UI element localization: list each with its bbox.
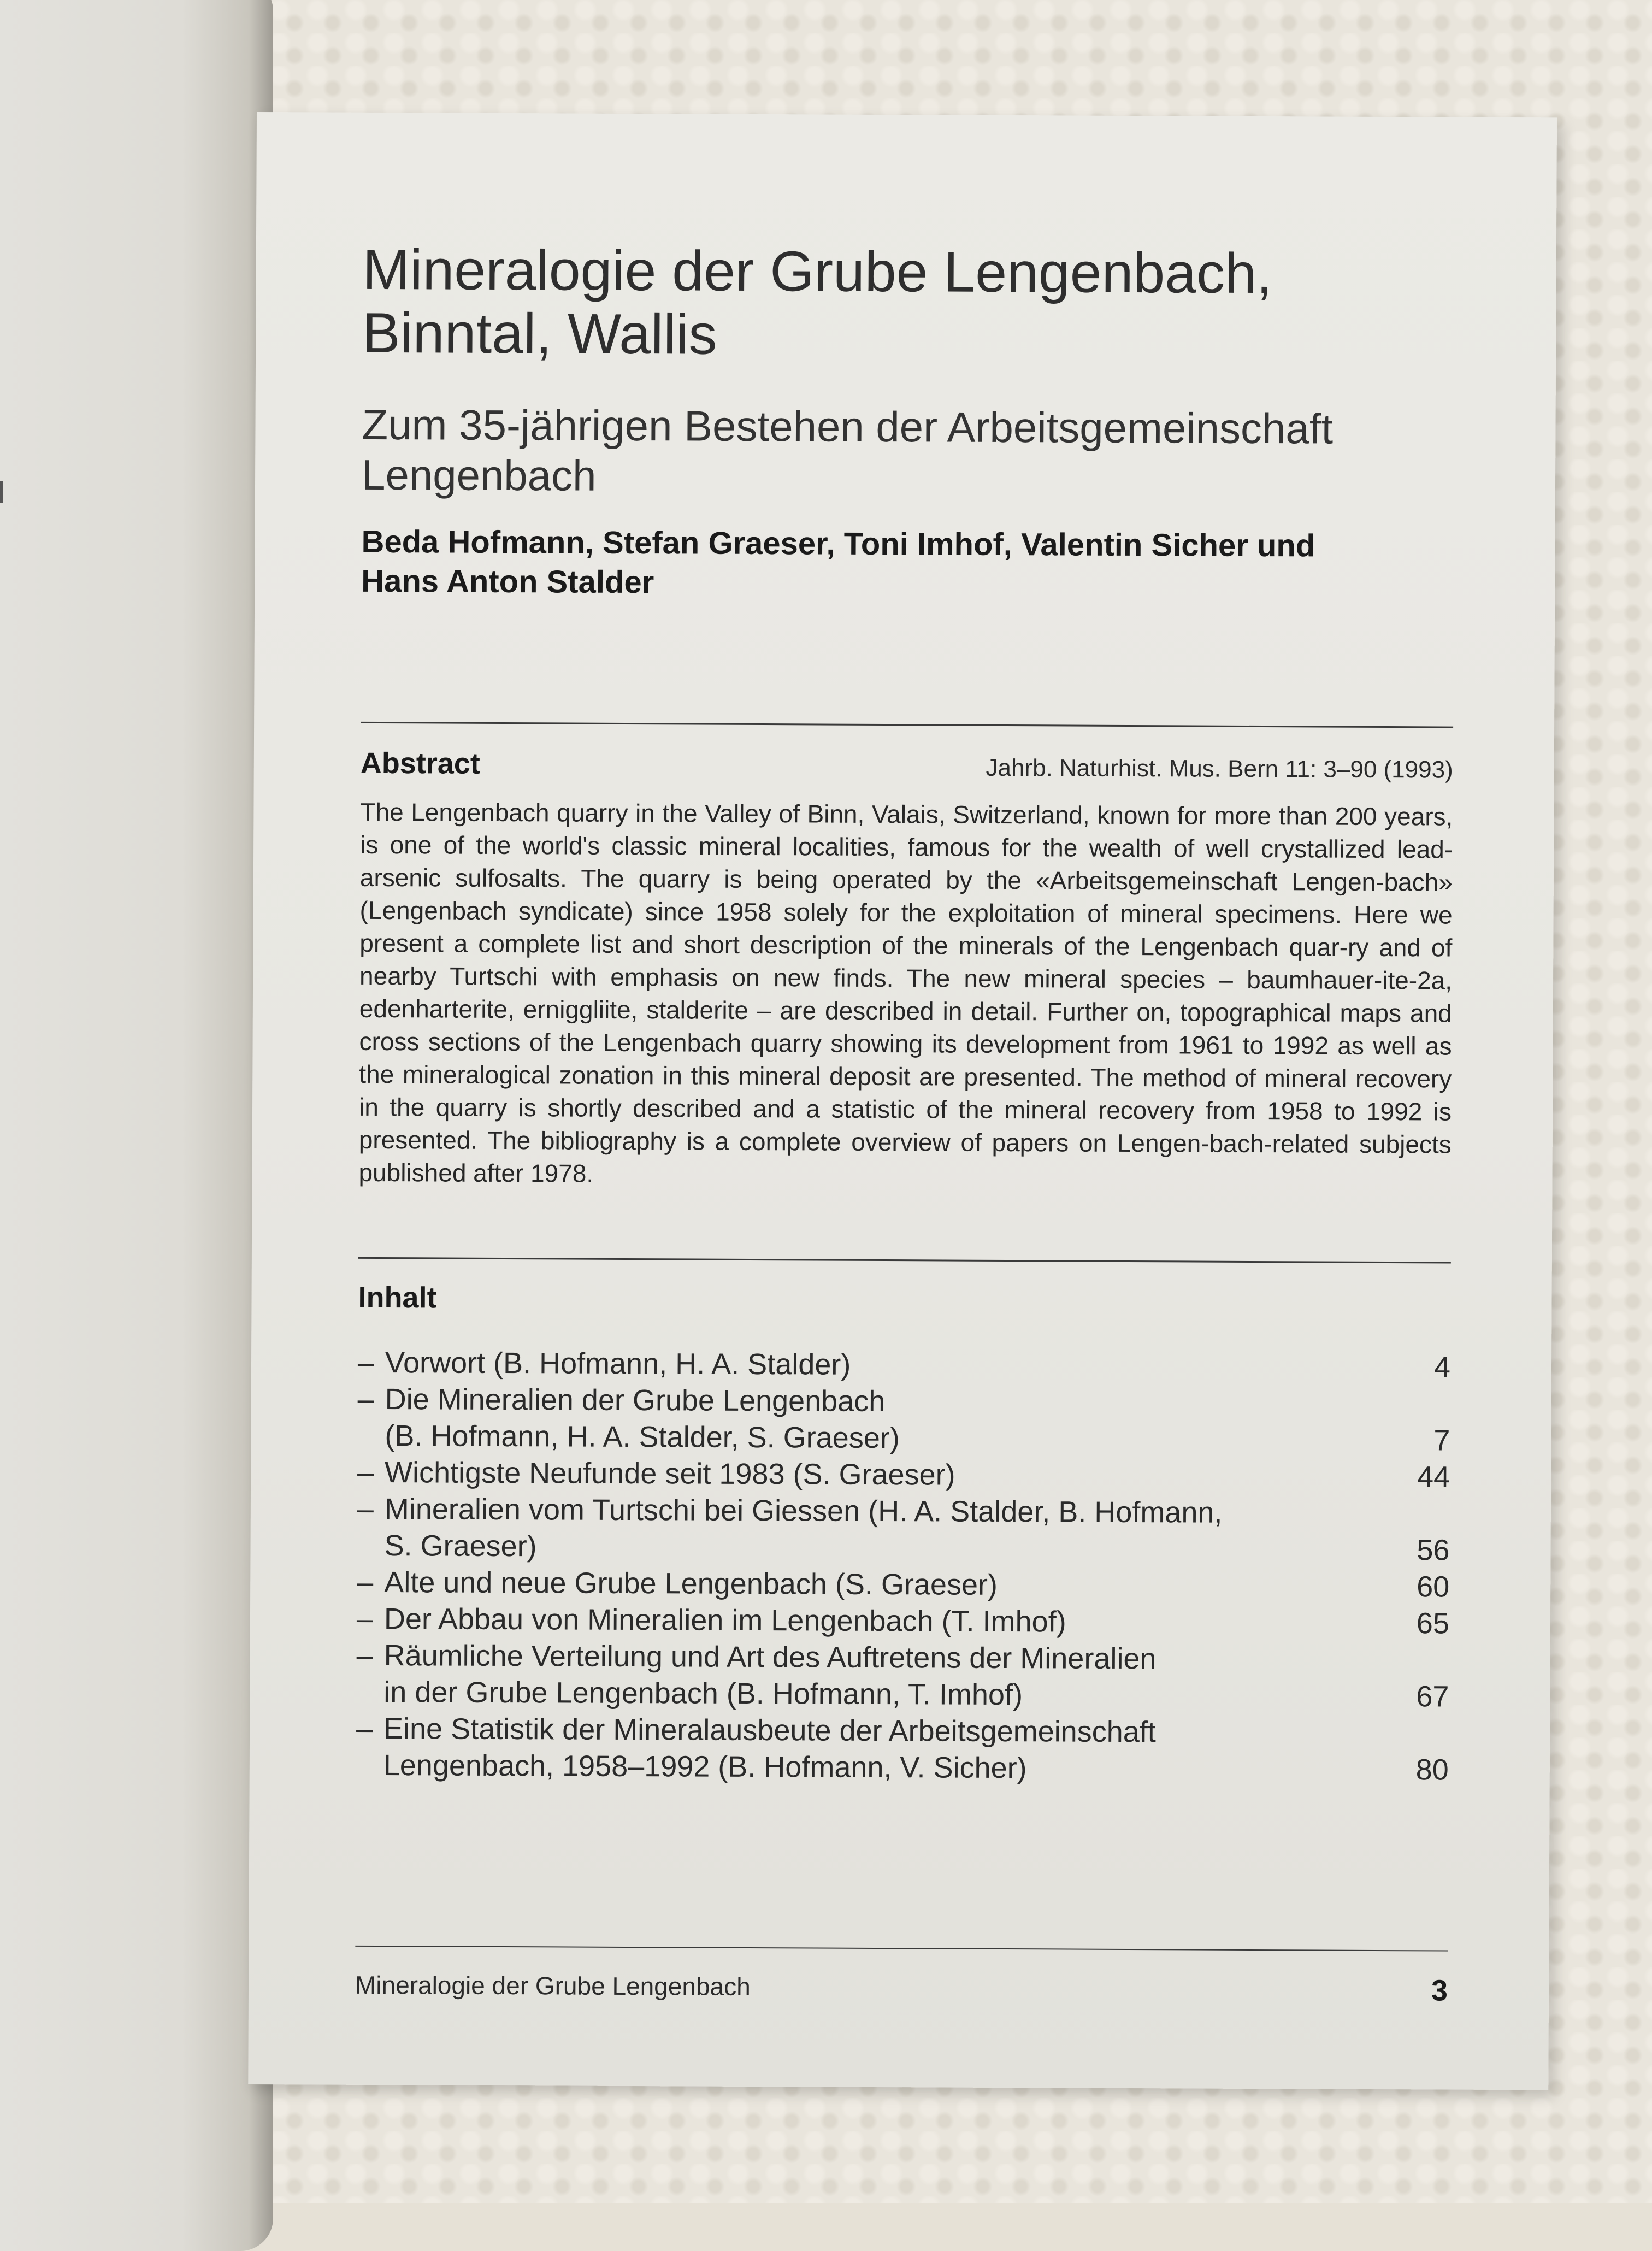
abstract-text: The Lengenbach quarry in the Valley of Binn, Valais, Switzerland, known for more than 200 years, is one of the world's classic mineral localities, famous for the wealth of well crystallized lead-arsenic sulfosalts. The quarry is being operated by the «Arbeitsgemeinschaft Lengen-bach» (Lengenbach syndicate) since 1958 solely for the exploitation of mineral specimens. Here we present a complete list and short description of the minerals of the Lengenbach quar-ry and of nearby Turtschi with emphasis on new finds. The new mineral species – baumhauer-ite-2a, edenharterite, erniggliite, stalderite – are described in detail. Further on, topographical maps and cross sections of the Lengenbach quarry showing its development from 1961 to 1992 as well as the mineralogical zonation in this mineral deposit are presented. The method of mineral recovery in the quarry is shortly described and a statistic of the mineral recovery from 1958 to 1992 is presented. The bibliography is a complete overview of papers on Lengen-bach-related subjects published after 1978.	[358, 797, 1453, 1188]
subtitle-line-2: Lengenbach	[361, 450, 597, 500]
toc-entry-line: Die Mineralien der Grube Lengenbach	[385, 1383, 886, 1418]
table-of-contents	[356, 1345, 1450, 1789]
toc-entry-line: Mineralien vom Turtschi bei Giessen (H. A. Stalder, B. Hofmann,	[384, 1493, 1223, 1529]
toc-entry-line: S. Graeser)	[384, 1529, 537, 1563]
toc-dash: –	[356, 1602, 374, 1635]
toc-entry-title	[384, 1491, 1384, 1569]
title-line-1: Mineralogie der Grube Lengenbach,	[362, 238, 1273, 306]
toc-entry	[357, 1564, 1449, 1606]
toc-entry	[357, 1601, 1449, 1642]
toc-entry-title	[384, 1564, 1384, 1605]
toc-entry-page: 80	[1415, 1753, 1449, 1787]
authors	[361, 522, 1454, 606]
contents-heading: Inhalt	[358, 1281, 437, 1315]
toc-entry-line: in der Grube Lengenbach (B. Hofmann, T. Imhof)	[384, 1676, 1023, 1712]
toc-entry-line: Vorwort (B. Hofmann, H. A. Stalder)	[385, 1346, 851, 1381]
authors-line-1: Beda Hofmann, Stefan Graeser, Toni Imhof, Valentin Sicher und	[361, 523, 1315, 564]
toc-entry	[356, 1711, 1449, 1789]
toc-entry-page: 7	[1433, 1424, 1450, 1457]
abstract-heading: Abstract	[360, 746, 480, 780]
title-line-2: Binntal, Wallis	[362, 301, 717, 367]
toc-entry-line: Der Abbau von Mineralien im Lengenbach (T. Imhof)	[384, 1602, 1066, 1639]
toc-entry-line: Räumliche Verteilung und Art des Auftretens der Mineralien	[384, 1639, 1157, 1676]
toc-entry-page: 65	[1416, 1607, 1450, 1640]
toc-entry	[357, 1491, 1450, 1569]
toc-entry-title	[385, 1345, 1385, 1386]
citation: Jahrb. Naturhist. Mus. Bern 11: 3–90 (1993)	[986, 754, 1453, 783]
subtitle-line-1: Zum 35-jährigen Bestehen der Arbeitsgemeinschaft	[362, 400, 1334, 453]
toc-entry-line: Alte und neue Grube Lengenbach (S. Graeser)	[384, 1566, 998, 1601]
toc-dash: –	[356, 1712, 373, 1745]
toc-entry-page: 44	[1417, 1460, 1450, 1494]
toc-entry	[356, 1637, 1449, 1716]
footer-divider	[355, 1946, 1448, 1952]
page-number: 3	[1431, 1974, 1448, 2007]
toc-entry-line: Lengenbach, 1958–1992 (B. Hofmann, V. Sicher)	[383, 1749, 1027, 1785]
document-page	[248, 112, 1557, 2090]
toc-entry	[357, 1454, 1450, 1496]
toc-entry-page: 4	[1433, 1351, 1451, 1384]
toc-entry-page: 67	[1416, 1680, 1449, 1713]
running-title: Mineralogie der Grube Lengenbach	[355, 1970, 751, 2001]
toc-dash: –	[357, 1492, 374, 1525]
toc-entry-title	[384, 1637, 1384, 1715]
toc-entry-title	[385, 1454, 1384, 1495]
toc-entry-title	[385, 1381, 1385, 1459]
authors-line-2: Hans Anton Stalder	[361, 563, 654, 600]
toc-entry-page: 56	[1417, 1534, 1450, 1567]
toc-entry-title	[384, 1601, 1384, 1642]
toc-entry	[357, 1381, 1450, 1459]
facing-page	[0, 0, 273, 2251]
facing-page-mark	[0, 481, 3, 503]
toc-entry	[358, 1345, 1450, 1386]
toc-dash: –	[357, 1565, 374, 1599]
toc-dash: –	[357, 1456, 374, 1489]
toc-entry-line: Eine Statistik der Mineralausbeute der Arbeitsgemeinschaft	[383, 1712, 1156, 1749]
article-title	[362, 238, 1455, 370]
toc-dash: –	[357, 1346, 375, 1379]
toc-entry-title	[384, 1711, 1384, 1788]
toc-entry-page: 60	[1417, 1570, 1450, 1604]
divider	[361, 722, 1453, 728]
article-subtitle	[362, 399, 1455, 505]
divider	[358, 1257, 1451, 1264]
toc-dash: –	[357, 1382, 374, 1416]
toc-entry-line: Wichtigste Neufunde seit 1983 (S. Graeser)	[385, 1456, 955, 1492]
toc-dash: –	[356, 1639, 373, 1672]
toc-entry-line: (B. Hofmann, H. A. Stalder, S. Graeser)	[385, 1419, 900, 1455]
